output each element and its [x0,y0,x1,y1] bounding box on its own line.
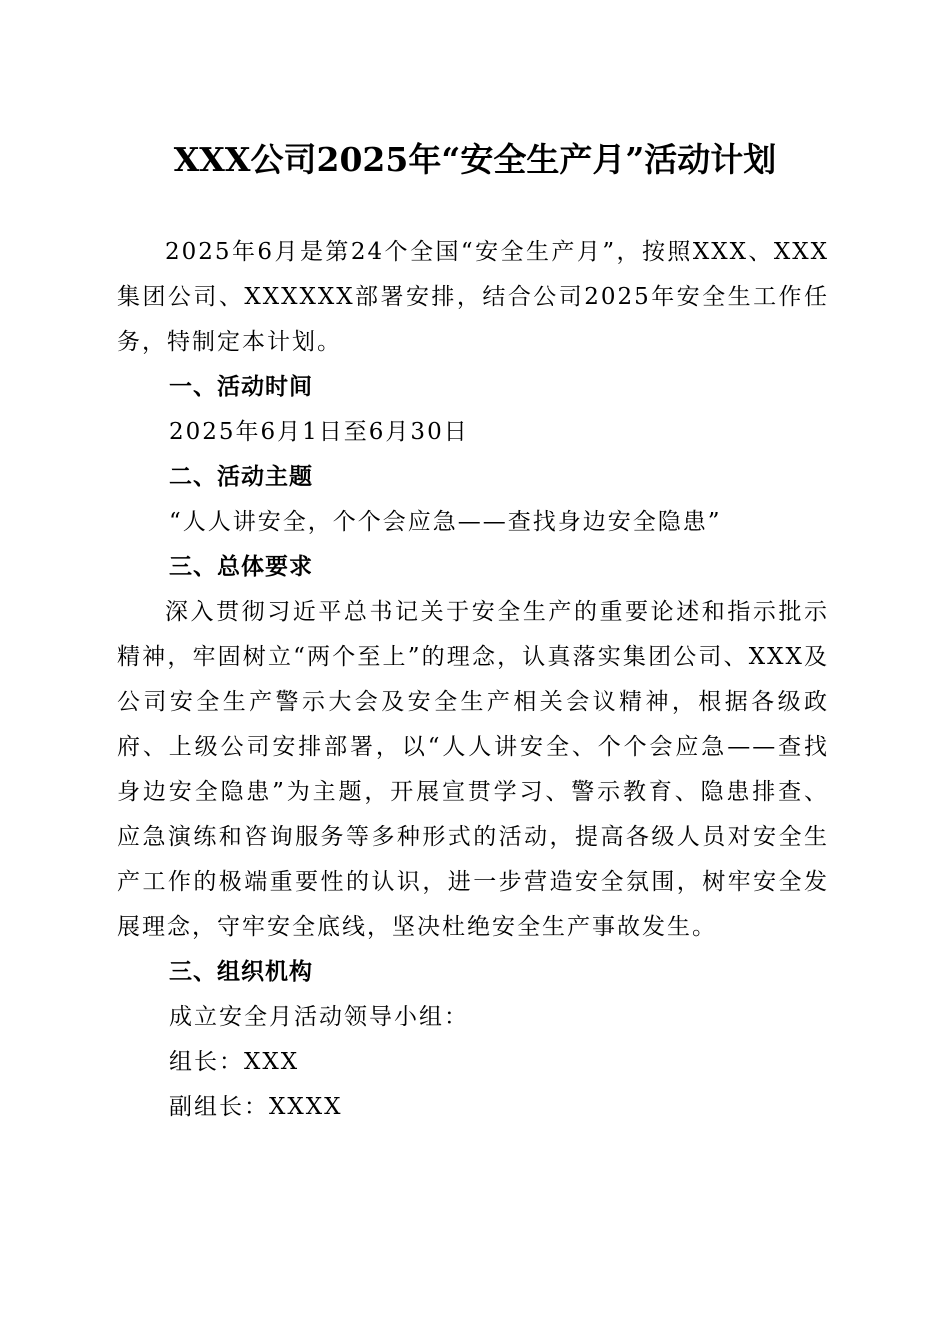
organization-text: 成立安全月活动领导小组： [169,1004,469,1030]
section-heading-organization: 三、组织机构 [169,959,313,985]
document-title: XXX公司2025年“安全生产月”活动计划 [173,140,777,179]
section-heading-time: 一、活动时间 [169,374,313,400]
document-body [117,230,829,1130]
intro-paragraph: 2025年6月是第24个全国“安全生产月”，按照XXX、XXX集团公司、XXXXXX部署安排，结合公司2025年安全生工作任务，特制定本计划。 [117,239,829,355]
section-heading-requirements: 三、总体要求 [169,554,313,580]
leader-line: 组长：XXX [169,1049,300,1075]
section-heading-theme: 二、活动主题 [169,464,313,490]
activity-theme-text: “人人讲安全，个个会应急——查找身边安全隐患” [169,509,722,535]
deputy-leader-line: 副组长：XXXX [169,1094,343,1120]
activity-time-text: 2025年6月1日至6月30日 [169,419,469,445]
requirements-paragraph: 深入贯彻习近平总书记关于安全生产的重要论述和指示批示精神，牢固树立“两个至上”的理念，认真落实集团公司、XXX及公司安全生产警示大会及安全生产相关会议精神，根据各级政府、上级公司安排部署，以“人人讲安全、个个会应急——查找身边安全隐患”为主题，开展宣贯学习、警示教育、隐患排查、应急演练和咨询服务等多种形式的活动，提高各级人员对安全生产工作的极端重要性的认识，进一步营造安全氛围，树牢安全发展理念，守牢安全底线，坚决杜绝安全生产事故发生。 [117,599,829,940]
